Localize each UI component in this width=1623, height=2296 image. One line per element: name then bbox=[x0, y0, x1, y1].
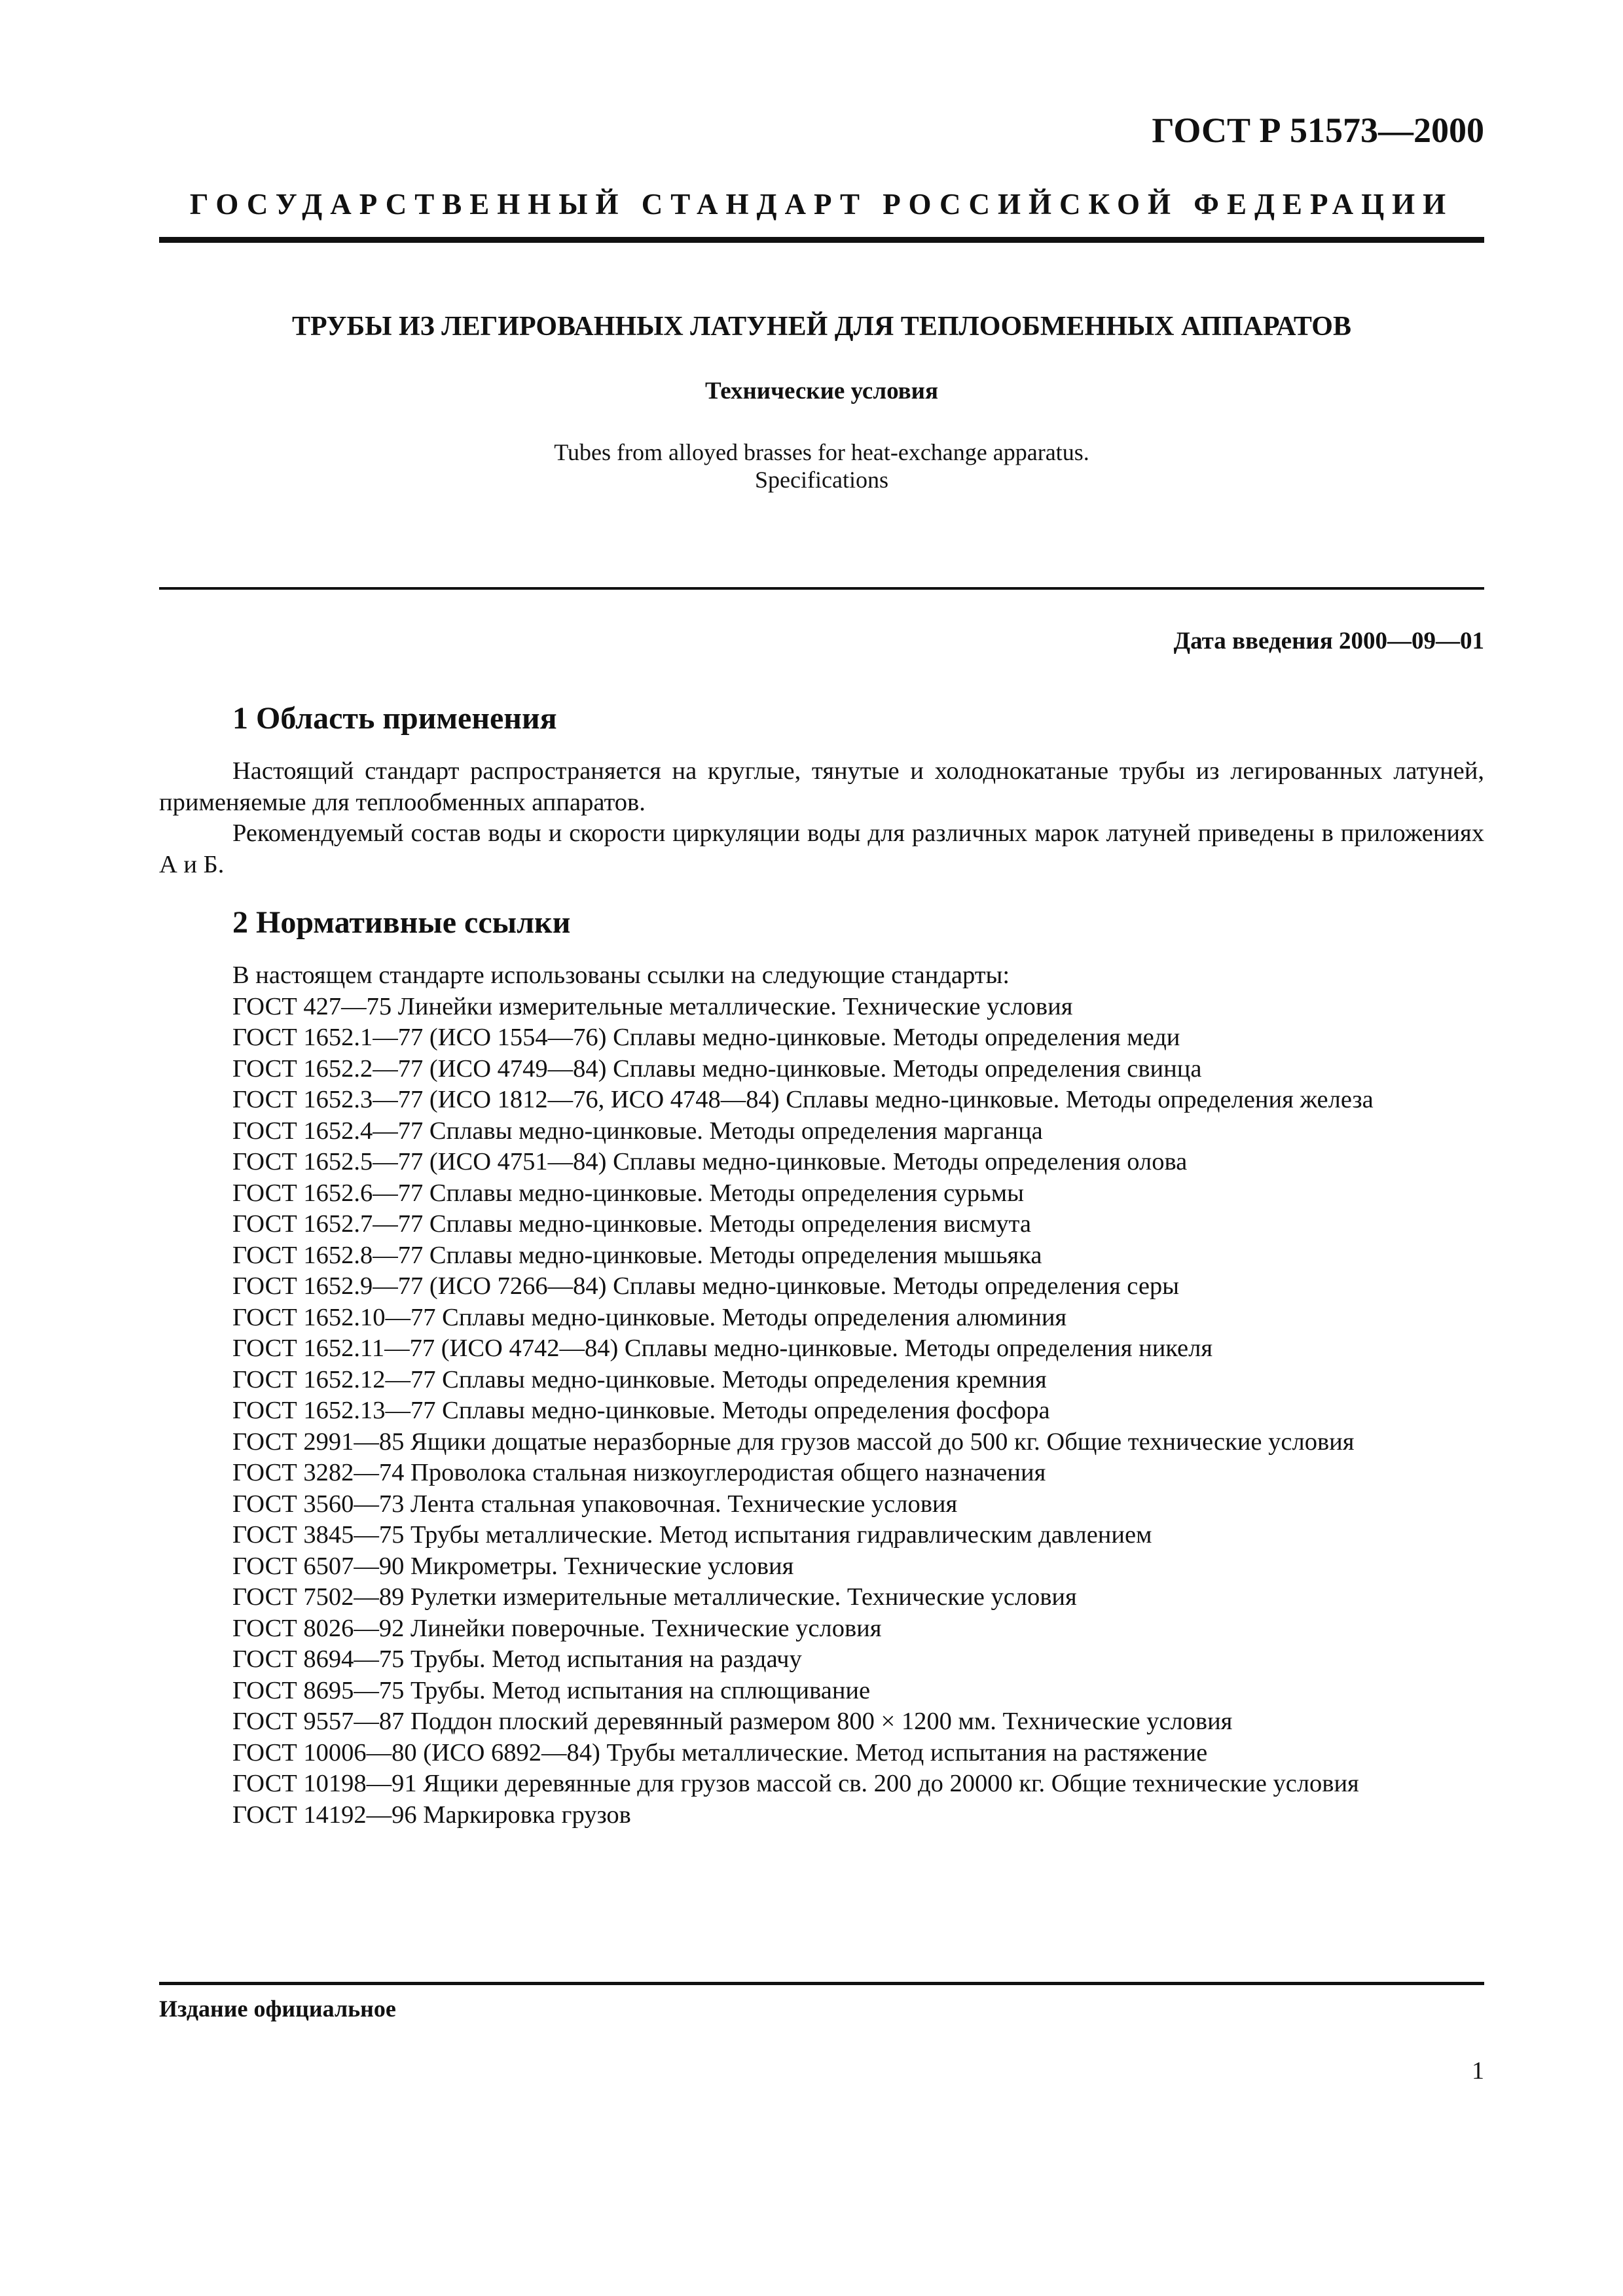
reference-item: ГОСТ 1652.5—77 (ИСО 4751—84) Сплавы медно-цинковые. Методы определения олова bbox=[232, 1148, 1188, 1175]
section-1-heading: 1 Область применения bbox=[232, 701, 557, 736]
reference-item: ГОСТ 6507—90 Микрометры. Технические условия bbox=[232, 1552, 794, 1580]
standard-code: ГОСТ Р 51573—2000 bbox=[1152, 111, 1484, 150]
english-title-line-1: Tubes from alloyed brasses for heat-exchange apparatus. bbox=[554, 439, 1089, 465]
reference-item: ГОСТ 427—75 Линейки измерительные металлические. Технические условия bbox=[232, 992, 1073, 1020]
reference-item: ГОСТ 10006—80 (ИСО 6892—84) Трубы металлические. Метод испытания на растяжение bbox=[232, 1738, 1208, 1767]
page-number: 1 bbox=[1472, 2057, 1484, 2085]
introduction-date: Дата введения 2000—09—01 bbox=[1173, 628, 1484, 655]
reference-item: ГОСТ 14192—96 Маркировка грузов bbox=[232, 1801, 631, 1829]
footer-divider bbox=[159, 1982, 1484, 1985]
edition-label: Издание официальное bbox=[159, 1996, 396, 2022]
reference-item: ГОСТ 3845—75 Трубы металлические. Метод испытания гидравлическим давлением bbox=[232, 1521, 1152, 1549]
reference-item: ГОСТ 8026—92 Линейки поверочные. Технические условия bbox=[232, 1614, 882, 1642]
reference-item: ГОСТ 1652.4—77 Сплавы медно-цинковые. Методы определения марганца bbox=[232, 1117, 1043, 1145]
reference-item: ГОСТ 1652.13—77 Сплавы медно-цинковые. Методы определения фосфора bbox=[232, 1397, 1050, 1424]
reference-item: ГОСТ 1652.11—77 (ИСО 4742—84) Сплавы медно-цинковые. Методы определения никеля bbox=[232, 1335, 1213, 1362]
reference-item: ГОСТ 1652.3—77 (ИСО 1812—76, ИСО 4748—84) Сплавы медно-цинковые. Методы определения железа bbox=[232, 1086, 1374, 1113]
document-title: ТРУБЫ ИЗ ЛЕГИРОВАННЫХ ЛАТУНЕЙ ДЛЯ ТЕПЛООБМЕННЫХ АППАРАТОВ bbox=[291, 312, 1351, 342]
english-title bbox=[159, 439, 1484, 493]
reference-item: ГОСТ 1652.6—77 Сплавы медно-цинковые. Методы определения сурьмы bbox=[232, 1179, 1024, 1207]
document-subtitle: Технические условия bbox=[705, 378, 938, 404]
english-title-line-2: Specifications bbox=[755, 467, 888, 493]
reference-item: ГОСТ 7502—89 Рулетки измерительные металлические. Технические условия bbox=[232, 1583, 1077, 1611]
reference-item: ГОСТ 1652.10—77 Сплавы медно-цинковые. Методы определения алюминия bbox=[232, 1303, 1067, 1331]
section-1-paragraph: Рекомендуемый состав воды и скорости циркуляции воды для различных марок латуней приведены в приложениях А и Б. bbox=[159, 819, 1484, 878]
reference-item: ГОСТ 1652.2—77 (ИСО 4749—84) Сплавы медно-цинковые. Методы определения свинца bbox=[232, 1054, 1202, 1083]
reference-item: ГОСТ 1652.1—77 (ИСО 1554—76) Сплавы медно-цинковые. Методы определения меди bbox=[232, 1024, 1180, 1051]
title-divider bbox=[159, 587, 1484, 590]
reference-item: ГОСТ 2991—85 Ящики дощатые неразборные для грузов массой до 500 кг. Общие технические условия bbox=[232, 1427, 1355, 1456]
section-1-body bbox=[159, 756, 1484, 880]
reference-item: ГОСТ 1652.7—77 Сплавы медно-цинковые. Методы определения висмута bbox=[232, 1210, 1031, 1238]
header-divider bbox=[159, 237, 1484, 243]
reference-item: ГОСТ 1652.9—77 (ИСО 7266—84) Сплавы медно-цинковые. Методы определения серы bbox=[232, 1272, 1180, 1300]
reference-item: ГОСТ 9557—87 Поддон плоский деревянный размером 800 × 1200 мм. Технические условия bbox=[232, 1708, 1233, 1735]
references-intro: В настоящем стандарте использованы ссылки на следующие стандарты: bbox=[232, 961, 1010, 989]
reference-item: ГОСТ 1652.12—77 Сплавы медно-цинковые. Методы определения кремния bbox=[232, 1365, 1047, 1393]
reference-item: ГОСТ 3560—73 Лента стальная упаковочная. Технические условия bbox=[232, 1490, 958, 1518]
state-standard-heading: ГОСУДАРСТВЕННЫЙ СТАНДАРТ РОССИЙСКОЙ ФЕДЕРАЦИИ bbox=[189, 188, 1454, 221]
reference-item: ГОСТ 8694—75 Трубы. Метод испытания на раздачу bbox=[232, 1645, 802, 1673]
reference-item: ГОСТ 3282—74 Проволока стальная низкоуглеродистая общего назначения bbox=[232, 1459, 1046, 1486]
reference-item: ГОСТ 10198—91 Ящики деревянные для грузов массой св. 200 до 20000 кг. Общие технические условия bbox=[232, 1770, 1359, 1797]
reference-item: ГОСТ 8695—75 Трубы. Метод испытания на сплющивание bbox=[232, 1676, 871, 1704]
normative-references bbox=[159, 960, 1484, 1831]
section-1-paragraph: Настоящий стандарт распространяется на круглые, тянутые и холоднокатаные трубы из легированных латуней, применяемые для теплообменных аппаратов. bbox=[159, 757, 1484, 816]
section-2-heading: 2 Нормативные ссылки bbox=[232, 905, 571, 940]
reference-item: ГОСТ 1652.8—77 Сплавы медно-цинковые. Методы определения мышьяка bbox=[232, 1241, 1042, 1269]
